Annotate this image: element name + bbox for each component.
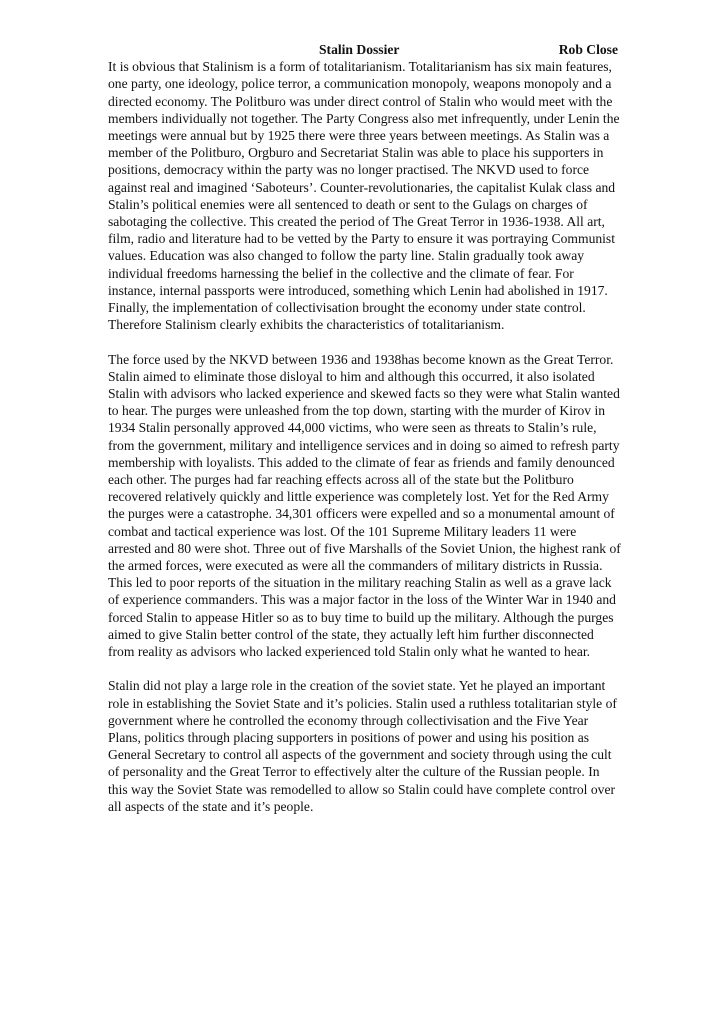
document-page <box>108 41 622 832</box>
paragraph-great-terror: The force used by the NKVD between 1936 and 1938has become known as the Great Terror. Stalin aimed to eliminate those disloyal to him and although this occurred, it also isolated Stalin with advisors who lacked experience and skewed facts so they were what Stalin wanted to hear. The purges were unleashed from the top down, starting with the murder of Kirov in 1934 Stalin personally approved 44,000 victims, who were seen as threats to Stalin’s rule, from the government, military and intelligence services and in doing so aimed to refresh party membership with loyalists. This added to the climate of fear as friends and family denounced each other. The purges had far reaching effects across all of the state but the Politburo recovered relatively quickly and little experience was completely lost. Yet for the Red Army the purges were a catastrophe. 34,301 officers were expelled and so a monumental amount of combat and tactical experience was lost. Of the 101 Supreme Military leaders 11 were arrested and 80 were shot. Three out of five Marshalls of the Soviet Union, the highest rank of the armed forces, were executed as were all the commanders of military districts in Russia. This led to poor reports of the situation in the military reaching Stalin as well as a grave lack of experience commanders. This was a major factor in the loss of the Winter War in 1940 and forced Stalin to appease Hitler so as to buy time to build up the military. Although the purges aimed to give Stalin better control of the state, they actually left him further disconnected from reality as advisors who lacked experienced told Stalin only what he wanted to hear. <box>108 351 621 660</box>
paragraph-totalitarianism: It is obvious that Stalinism is a form of totalitarianism. Totalitarianism has six main features, one party, one ideology, police terror, a communication monopoly, weapons monopoly and a directed economy. The Politburo was under direct control of Stalin who would meet with the members individually not together. The Party Congress also met infrequently, under Lenin the meetings were annual but by 1925 there were three years between meetings. As Stalin was a member of the Politburo, Orgburo and Secretariat Stalin was able to place his supporters in positions, democracy within the party was no longer practised. The NKVD used to force against real and imagined ‘Saboteurs’. Counter-revolutionaries, the capitalist Kulak class and Stalin’s political enemies were all sentenced to death or sent to the Gulags on charges of sabotaging the collective. This created the period of The Great Terror in 1936-1938. All art, film, radio and literature had to be vetted by the Party to ensure it was portraying Communist values. Education was also changed to follow the party line. Stalin gradually took away individual freedoms harnessing the belief in the collective and the climate of fear. For instance, internal passports were introduced, something which Lenin had abolished in 1917. Finally, the implementation of collectivisation brought the economy under state control. Therefore Stalinism clearly exhibits the characteristics of totalitarianism. <box>108 59 620 333</box>
document-title: Stalin Dossier <box>319 42 400 57</box>
document-author: Rob Close <box>558 42 618 57</box>
document-header <box>108 41 622 58</box>
paragraph-soviet-state: Stalin did not play a large role in the creation of the soviet state. Yet he played an important role in establishing the Soviet State and it’s policies. Stalin used a ruthless totalitarian style of government where he controlled the economy through collectivisation and the Five Year Plans, politics through placing supporters in positions of power and using his position as General Secretary to control all aspects of the government and society through using the cult of personality and the Great Terror to effectively alter the culture of the Russian people. In this way the Soviet State was remodelled to allow so Stalin could have complete control over all aspects of the state and it’s people. <box>108 678 617 814</box>
